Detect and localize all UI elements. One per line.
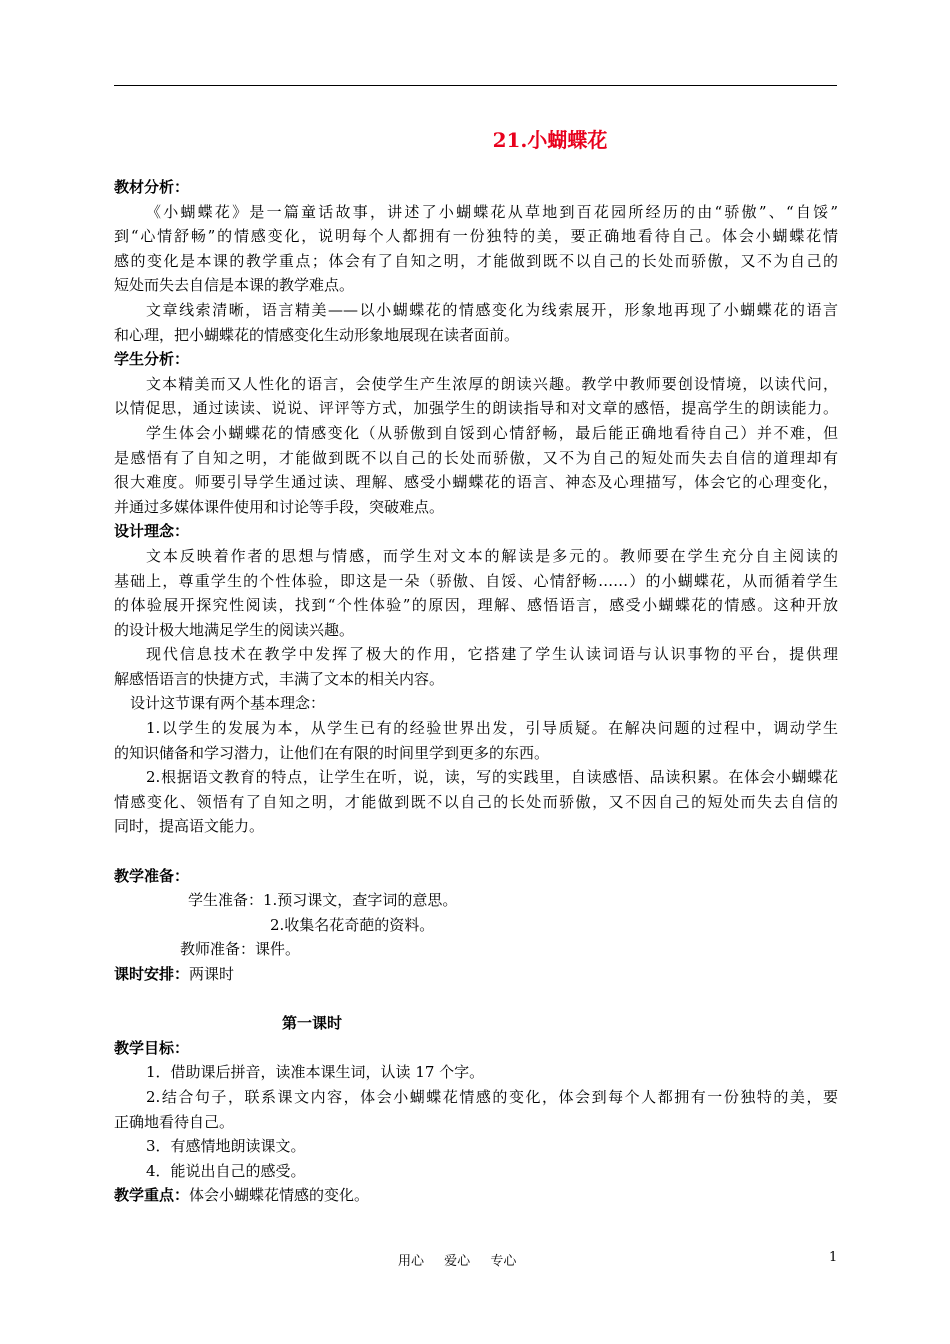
- paragraph-line: 《小蝴蝶花》是一篇童话故事，讲述了小蝴蝶花从草地到百花园所经历的由“骄傲”、“自馁”: [146, 202, 838, 221]
- paragraph-line: 的设计极大地满足学生的阅读兴趣。: [114, 620, 355, 639]
- focus-label: 教学重点：: [114, 1186, 190, 1205]
- paragraph-line: 同时，提高语文能力。: [114, 817, 265, 836]
- student-heading: 学生分析：: [114, 350, 190, 369]
- paragraph-line: 和心理，把小蝴蝶花的情感变化生动形象地展现在读者面前。: [114, 325, 520, 344]
- footer-word: 专心: [490, 1254, 517, 1269]
- prep-student-line: 2.收集名花奇葩的资料。: [270, 915, 435, 934]
- paragraph-line: 情感变化、领悟有了自知之明，才能做到既不以自己的长处而骄傲，又不因自己的短处而失去自信的: [114, 792, 838, 811]
- design-heading: 设计理念：: [114, 522, 190, 541]
- prep-student-line: 学生准备：1.预习课文，查字词的意思。: [188, 891, 458, 910]
- focus-line: [114, 1183, 838, 1208]
- prep-teacher-line: 教师准备：课件。: [180, 940, 301, 959]
- footer-word: 用心: [398, 1254, 425, 1269]
- paragraph-line: 并通过多媒体课件使用和讨论等手段，突破难点。: [114, 497, 445, 516]
- header-rule: [114, 85, 837, 86]
- paragraph-line: 很大难度。师要引导学生通过读、理解、感受小蝴蝶花的语言、神态及心理描写，体会它的心理变化，: [114, 473, 838, 492]
- paragraph-line: 的体验展开探究性阅读，找到“个性体验”的原因，理解、感悟语言，感受小蝴蝶花的情感。这种开放: [114, 596, 838, 615]
- paragraph-line: 文章线索清晰，语言精美——以小蝴蝶花的情感变化为线索展开，形象地再现了小蝴蝶花的语言: [146, 300, 838, 319]
- paragraph-line: 以情促思，通过读读、说说、评评等方式，加强学生的朗读指导和对文章的感悟，提高学生的朗读能力。: [114, 399, 838, 418]
- schedule-line: [114, 962, 838, 987]
- footer-motto: [398, 1250, 532, 1269]
- paragraph-line: 设计这节课有两个基本理念：: [130, 694, 326, 713]
- page-footer: [0, 1250, 950, 1270]
- paragraph-line: 短处而失去自信是本课的教学难点。: [114, 276, 355, 295]
- page-title: 21.小蝴蝶花: [492, 128, 608, 152]
- paragraph-line: 1.以学生的发展为本，从学生已有的经验世界出发，引导质疑。在解决问题的过程中，调动学生: [146, 719, 838, 738]
- material-heading: 教材分析：: [114, 178, 190, 196]
- goals-heading: 教学目标：: [114, 1038, 190, 1057]
- prep-heading: 教学准备：: [114, 866, 190, 885]
- schedule-label: 课时安排：: [114, 965, 190, 983]
- paragraph-line: 到“心情舒畅”的情感变化，说明每个人都拥有一份独特的美，要正确地看待自己。体会小蝴蝶花情: [114, 227, 838, 246]
- goal-item: 1．借助课后拼音，读准本课生词，认读 17 个字。: [146, 1063, 485, 1082]
- paragraph-line: 是感悟有了自知之明，才能做到既不以自己的长处而骄傲，又不为自己的短处而失去自信的道理却有: [114, 448, 838, 467]
- goal-item: 2.结合句子，联系课文内容，体会小蝴蝶花情感的变化，体会到每个人都拥有一份独特的美，要: [146, 1087, 838, 1106]
- paragraph-line: 现代信息技术在教学中发挥了极大的作用，它搭建了学生认读词语与认识事物的平台，提供理: [146, 645, 838, 664]
- page-number: 1: [829, 1250, 838, 1265]
- paragraph-line: 基础上，尊重学生的个性体验，即这是一朵（骄傲、自馁、心情舒畅……）的小蝴蝶花，从而循着学生: [114, 571, 838, 590]
- paragraph-line: 解感悟语言的快捷方式，丰满了文本的相关内容。: [114, 669, 445, 688]
- paragraph-line: 文本反映着作者的思想与情感，而学生对文本的解读是多元的。教师要在学生充分自主阅读的: [146, 546, 838, 565]
- footer-word: 爱心: [444, 1254, 471, 1269]
- document-body: [114, 175, 838, 1208]
- goal-item: 4．能说出自己的感受。: [146, 1161, 306, 1180]
- paragraph-line: 学生体会小蝴蝶花的情感变化（从骄傲到自馁到心情舒畅，最后能正确地看待自己）并不难，但: [146, 423, 838, 442]
- paragraph-line: 2.根据语文教育的特点，让学生在听，说，读，写的实践里，自读感悟、品读积累。在体会小蝴蝶花: [146, 768, 838, 787]
- goal-item-cont: 正确地看待自己。: [114, 1112, 235, 1131]
- paragraph-line: 感的变化是本课的教学重点；体会有了自知之明，才能做到既不以自己的长处而骄傲，又不为自己的: [114, 251, 838, 270]
- lesson-title: 第一课时: [282, 1014, 343, 1033]
- schedule-value: 两课时: [189, 965, 235, 983]
- paragraph-line: 文本精美而又人性化的语言，会使学生产生浓厚的朗读兴趣。教学中教师要创设情境，以读代问，: [146, 374, 838, 393]
- goal-item: 3．有感情地朗读课文。: [146, 1137, 306, 1156]
- paragraph-line: 的知识储备和学习潜力，让他们在有限的时间里学到更多的东西。: [114, 743, 550, 762]
- focus-value: 体会小蝴蝶花情感的变化。: [189, 1186, 370, 1205]
